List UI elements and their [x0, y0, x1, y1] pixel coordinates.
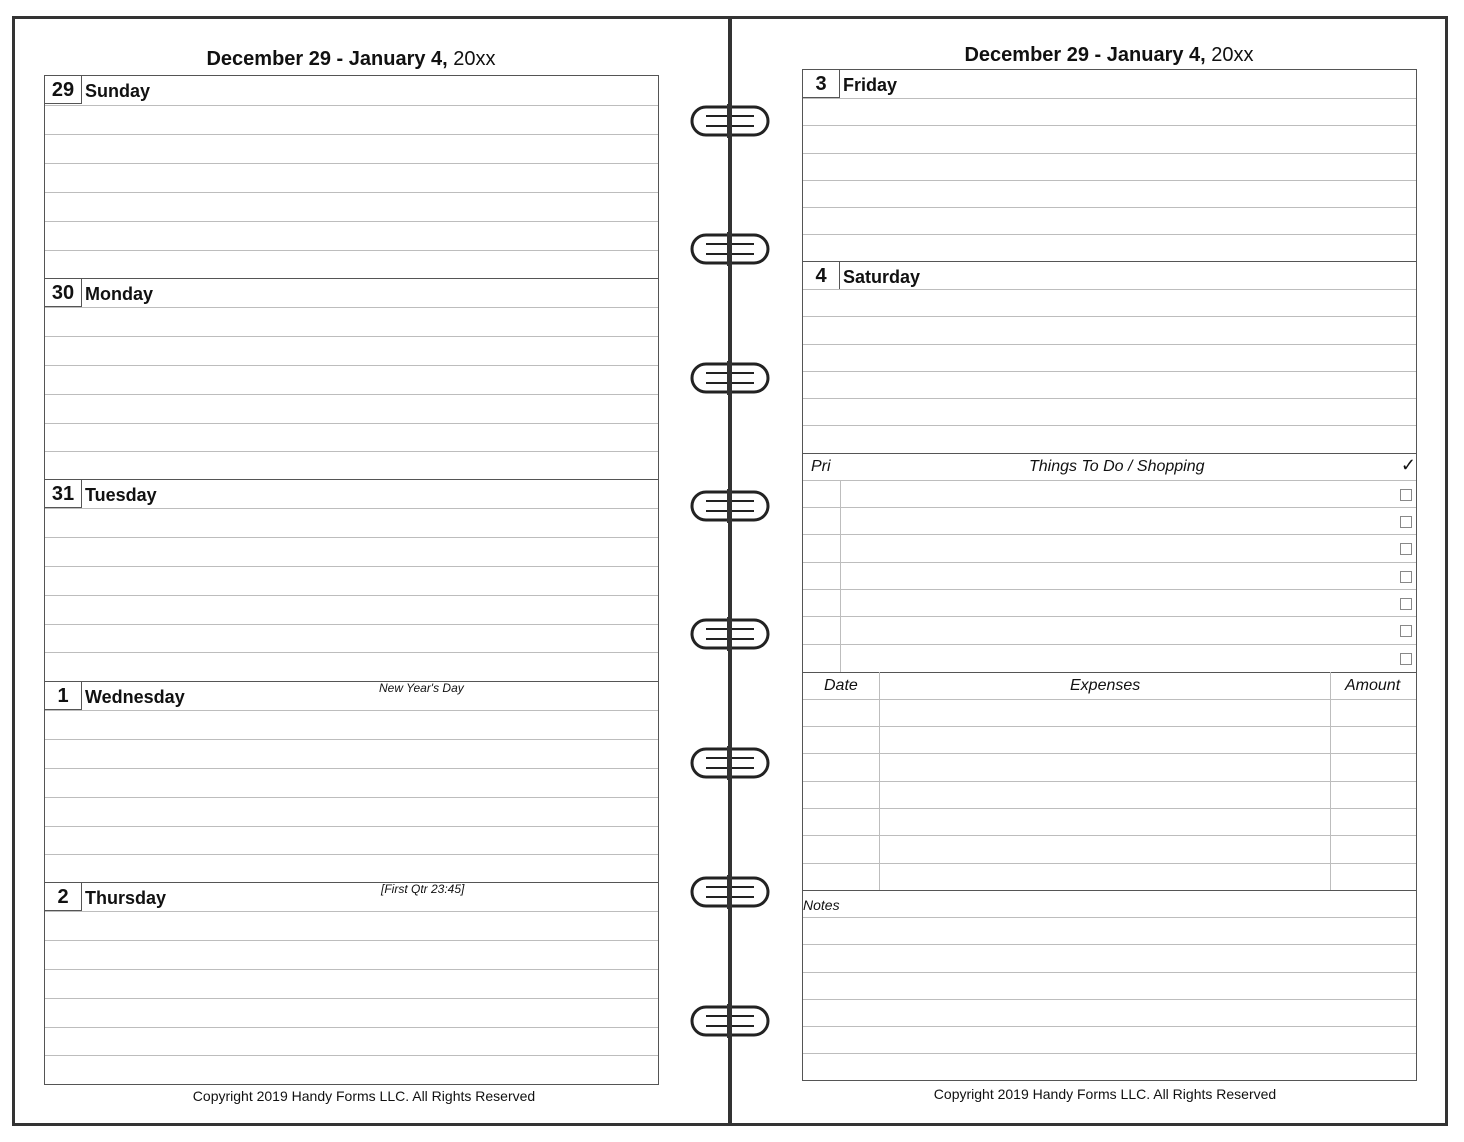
writing-line: [45, 624, 658, 625]
expense-line: [803, 835, 1416, 836]
day-name: Saturday: [843, 267, 921, 287]
binder-ring-icon: [686, 875, 774, 909]
writing-line: [803, 371, 1416, 372]
day-number: 30: [45, 279, 82, 307]
todo-checkbox[interactable]: [1400, 598, 1412, 610]
writing-line: [803, 289, 1416, 290]
left-page-title: [44, 48, 658, 71]
day-name: Wednesday: [85, 687, 185, 707]
todo-checkbox[interactable]: [1400, 571, 1412, 583]
binder-ring-icon: [686, 361, 774, 395]
day-number: 4: [803, 262, 840, 290]
writing-line: [803, 316, 1416, 317]
notes-line: [803, 1053, 1416, 1054]
writing-line: [45, 1055, 658, 1056]
binder-ring-icon: [686, 617, 774, 651]
day-number: 3: [803, 70, 840, 98]
todo-line: [803, 534, 1416, 535]
expense-line: [803, 753, 1416, 754]
writing-line: [45, 508, 658, 509]
section-divider: [803, 672, 1416, 673]
expenses-date-header: Date: [824, 677, 858, 694]
writing-line: [45, 423, 658, 424]
writing-line: [45, 998, 658, 999]
check-icon: ✓: [1400, 455, 1416, 475]
writing-line: [803, 125, 1416, 126]
notes-label: Notes: [803, 897, 840, 913]
section-divider: [803, 890, 1416, 891]
day-number: 29: [45, 76, 82, 104]
right-page-grid: [802, 69, 1417, 1081]
writing-line: [45, 307, 658, 308]
right-title-year: 20xx: [1211, 44, 1254, 66]
writing-line: [45, 163, 658, 164]
notes-line: [803, 944, 1416, 945]
binder-ring-icon: [686, 232, 774, 266]
binder-ring-icon: [686, 489, 774, 523]
writing-line: [45, 768, 658, 769]
day-name: Thursday: [85, 888, 167, 908]
todo-checkbox[interactable]: [1400, 489, 1412, 501]
section-divider: [803, 453, 1416, 454]
right-title-text: December 29 - January 4,: [964, 44, 1206, 66]
binder-ring-icon: [686, 1004, 774, 1038]
notes-line: [803, 1026, 1416, 1027]
left-title-text: December 29 - January 4,: [206, 48, 448, 70]
writing-line: [803, 153, 1416, 154]
notes-line: [803, 972, 1416, 973]
day-name: Friday: [843, 75, 898, 95]
writing-line: [45, 250, 658, 251]
left-copyright: Copyright 2019 Handy Forms LLC. All Rights Reserved: [192, 1088, 536, 1104]
writing-line: [45, 192, 658, 193]
writing-line: [45, 739, 658, 740]
todo-checkbox[interactable]: [1400, 653, 1412, 665]
todo-title-header: Things To Do / Shopping: [1029, 458, 1205, 475]
expense-line: [803, 726, 1416, 727]
binder-ring-icon: [686, 104, 774, 138]
writing-line: [803, 425, 1416, 426]
writing-line: [803, 398, 1416, 399]
todo-checkbox[interactable]: [1400, 543, 1412, 555]
writing-line: [45, 652, 658, 653]
writing-line: [803, 234, 1416, 235]
day-name: Tuesday: [85, 485, 157, 505]
expense-line: [803, 781, 1416, 782]
writing-line: [45, 336, 658, 337]
writing-line: [45, 566, 658, 567]
day-name: Monday: [85, 284, 154, 304]
notes-line: [803, 917, 1416, 918]
writing-line: [45, 969, 658, 970]
day-name: Sunday: [85, 81, 151, 101]
todo-checkbox[interactable]: [1400, 625, 1412, 637]
todo-line: [803, 480, 1416, 481]
writing-line: [45, 826, 658, 827]
day-number: 2: [45, 883, 82, 911]
writing-line: [45, 797, 658, 798]
writing-line: [45, 221, 658, 222]
writing-line: [803, 344, 1416, 345]
binder-ring-icon: [686, 746, 774, 780]
expenses-title-header: Expenses: [1070, 677, 1141, 694]
left-day-grid: [44, 75, 659, 1085]
writing-line: [803, 98, 1416, 99]
writing-line: [45, 451, 658, 452]
todo-line: [803, 562, 1416, 563]
expense-line: [803, 699, 1416, 700]
left-title-year: 20xx: [453, 48, 496, 70]
day-number: 1: [45, 682, 82, 710]
writing-line: [803, 180, 1416, 181]
writing-line: [45, 595, 658, 596]
writing-line: [45, 911, 658, 912]
writing-line: [45, 537, 658, 538]
todo-pri-header: Pri: [811, 458, 831, 475]
writing-line: [45, 940, 658, 941]
expense-line: [803, 808, 1416, 809]
writing-line: [45, 854, 658, 855]
right-copyright: Copyright 2019 Handy Forms LLC. All Rights Reserved: [933, 1086, 1277, 1102]
right-page-title: [802, 44, 1416, 67]
day-number: 31: [45, 480, 82, 508]
todo-line: [803, 644, 1416, 645]
todo-line: [803, 616, 1416, 617]
todo-line: [803, 507, 1416, 508]
writing-line: [45, 1027, 658, 1028]
writing-line: [45, 105, 658, 106]
writing-line: [45, 710, 658, 711]
binder-spine: [728, 16, 732, 1126]
writing-line: [45, 394, 658, 395]
todo-checkbox[interactable]: [1400, 516, 1412, 528]
writing-line: [803, 207, 1416, 208]
expenses-amount-header: Amount: [1345, 677, 1401, 694]
expense-line: [803, 863, 1416, 864]
todo-line: [803, 589, 1416, 590]
writing-line: [45, 365, 658, 366]
notes-line: [803, 999, 1416, 1000]
holiday-note: New Year's Day: [379, 681, 464, 695]
moon-phase-note: [First Qtr 23:45]: [381, 882, 465, 896]
writing-line: [45, 134, 658, 135]
